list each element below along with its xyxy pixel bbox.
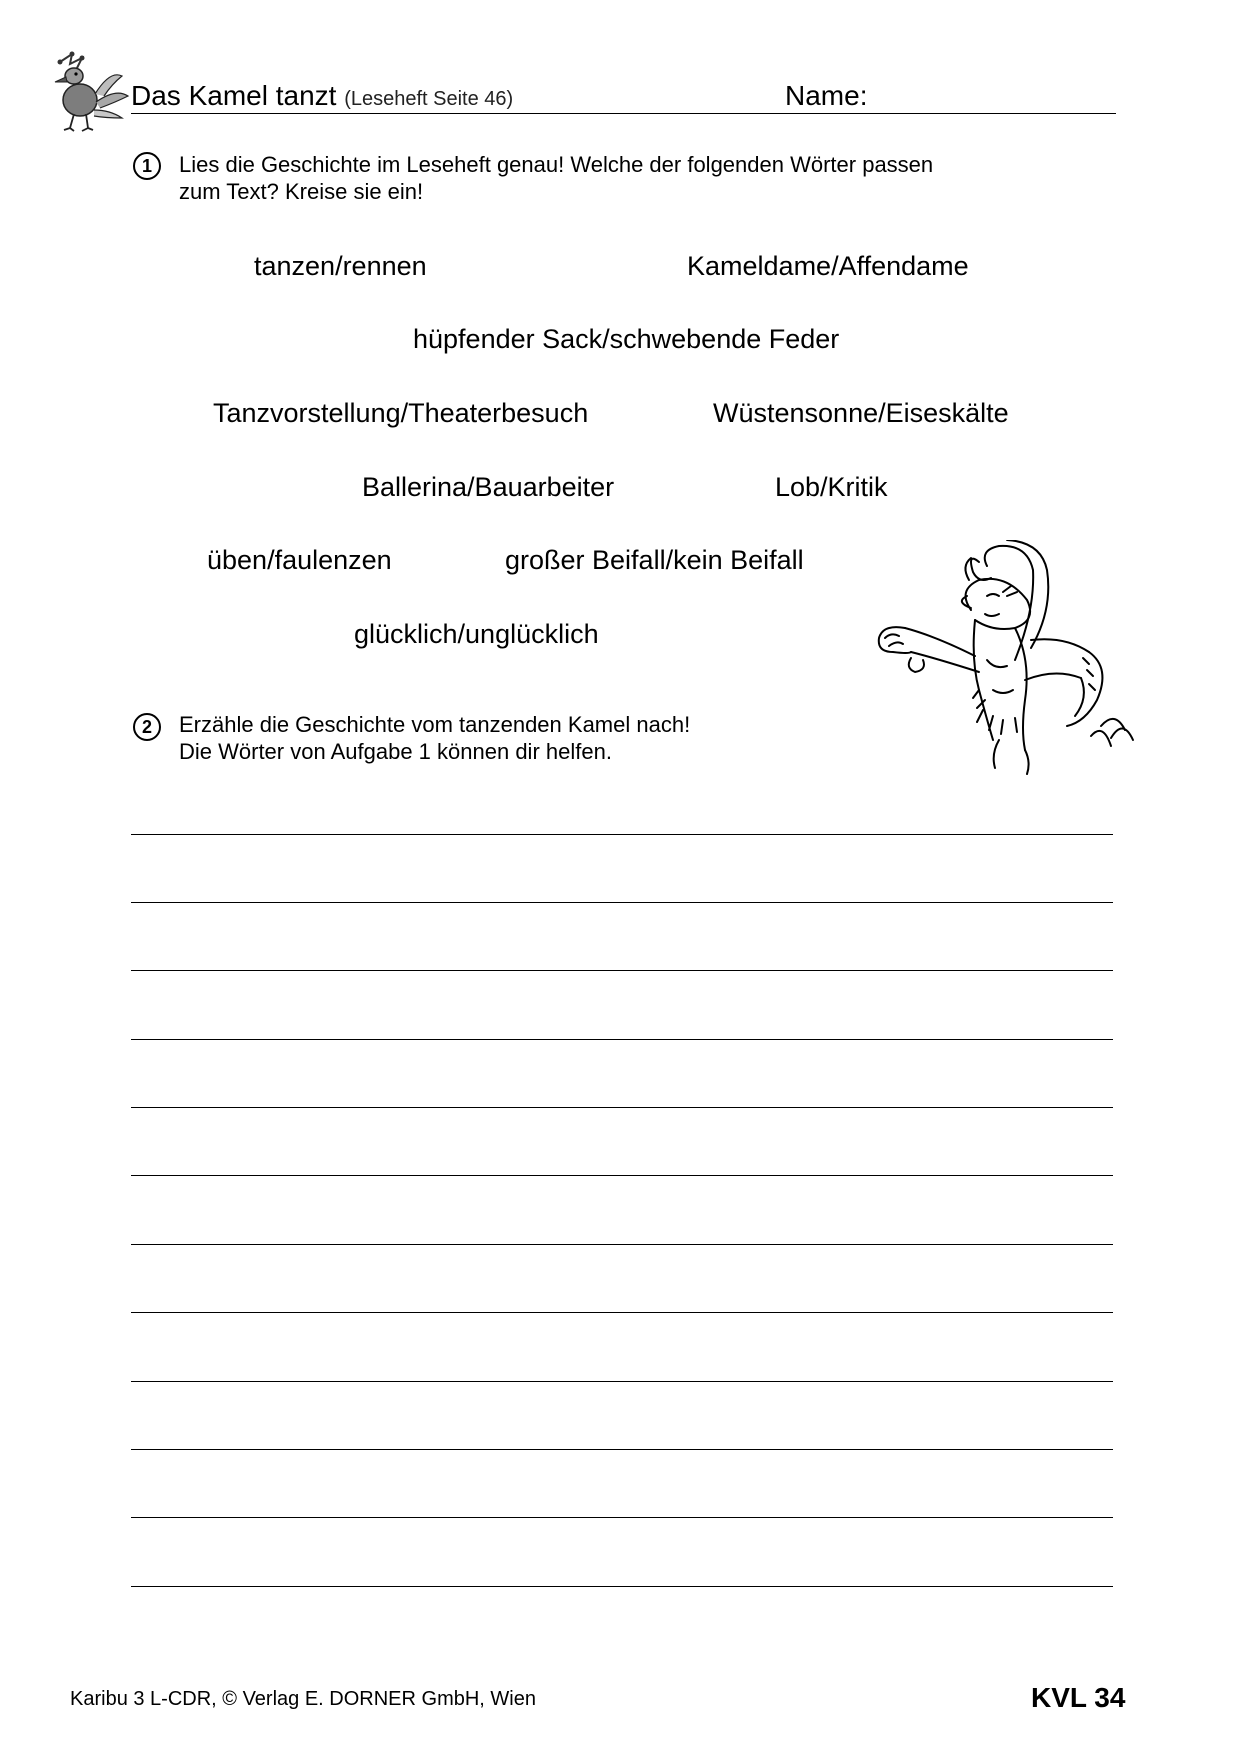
task1-number-badge: 1	[133, 152, 161, 180]
task1-line1: Lies die Geschichte im Leseheft genau! Welche der folgenden Wörter passen	[179, 152, 934, 177]
page-title	[131, 80, 513, 112]
name-field-line[interactable]	[131, 113, 1116, 114]
word-choice[interactable]: üben/faulenzen	[207, 545, 392, 575]
writing-line[interactable]	[131, 1107, 1113, 1108]
title-subtitle: (Leseheft Seite 46)	[344, 88, 514, 110]
writing-line[interactable]	[131, 1039, 1113, 1040]
writing-line[interactable]	[131, 1586, 1113, 1587]
word-choice[interactable]: hüpfender Sack/schwebende Feder	[413, 324, 840, 354]
task2-line1: Erzähle die Geschichte vom tanzenden Kamel nach!	[179, 712, 691, 737]
word-choice[interactable]: Ballerina/Bauarbeiter	[362, 472, 615, 502]
writing-line[interactable]	[131, 902, 1113, 903]
title-text: Das Kamel tanzt	[131, 80, 337, 111]
word-choice[interactable]: glücklich/unglücklich	[354, 619, 599, 649]
dancing-camel-illustration	[875, 540, 1140, 775]
word-choice[interactable]: Tanzvorstellung/Theaterbesuch	[213, 398, 589, 428]
writing-line[interactable]	[131, 1175, 1113, 1176]
name-label: Name:	[785, 80, 868, 111]
task2-instructions	[179, 711, 690, 765]
writing-line[interactable]	[131, 1517, 1113, 1518]
word-choice[interactable]: tanzen/rennen	[254, 251, 427, 281]
task2-line2: Die Wörter von Aufgabe 1 können dir helfen.	[179, 739, 612, 764]
writing-line[interactable]	[131, 970, 1113, 971]
writing-line[interactable]	[131, 834, 1113, 835]
footer-copyright: Karibu 3 L-CDR, © Verlag E. DORNER GmbH, Wien	[70, 1688, 536, 1710]
word-choice[interactable]: Lob/Kritik	[775, 472, 888, 502]
writing-line[interactable]	[131, 1381, 1113, 1382]
writing-line[interactable]	[131, 1244, 1113, 1245]
writing-line[interactable]	[131, 1449, 1113, 1450]
footer-page-code: KVL 34	[1031, 1682, 1126, 1713]
word-choice[interactable]: großer Beifall/kein Beifall	[505, 545, 804, 575]
jester-bird-logo	[40, 50, 130, 135]
task1-instructions	[179, 151, 933, 205]
word-choice[interactable]: Wüstensonne/Eiseskälte	[713, 398, 1009, 428]
task2-number-badge: 2	[133, 713, 161, 741]
task1-line2: zum Text? Kreise sie ein!	[179, 179, 424, 204]
word-choice[interactable]: Kameldame/Affendame	[687, 251, 969, 281]
writing-line[interactable]	[131, 1312, 1113, 1313]
